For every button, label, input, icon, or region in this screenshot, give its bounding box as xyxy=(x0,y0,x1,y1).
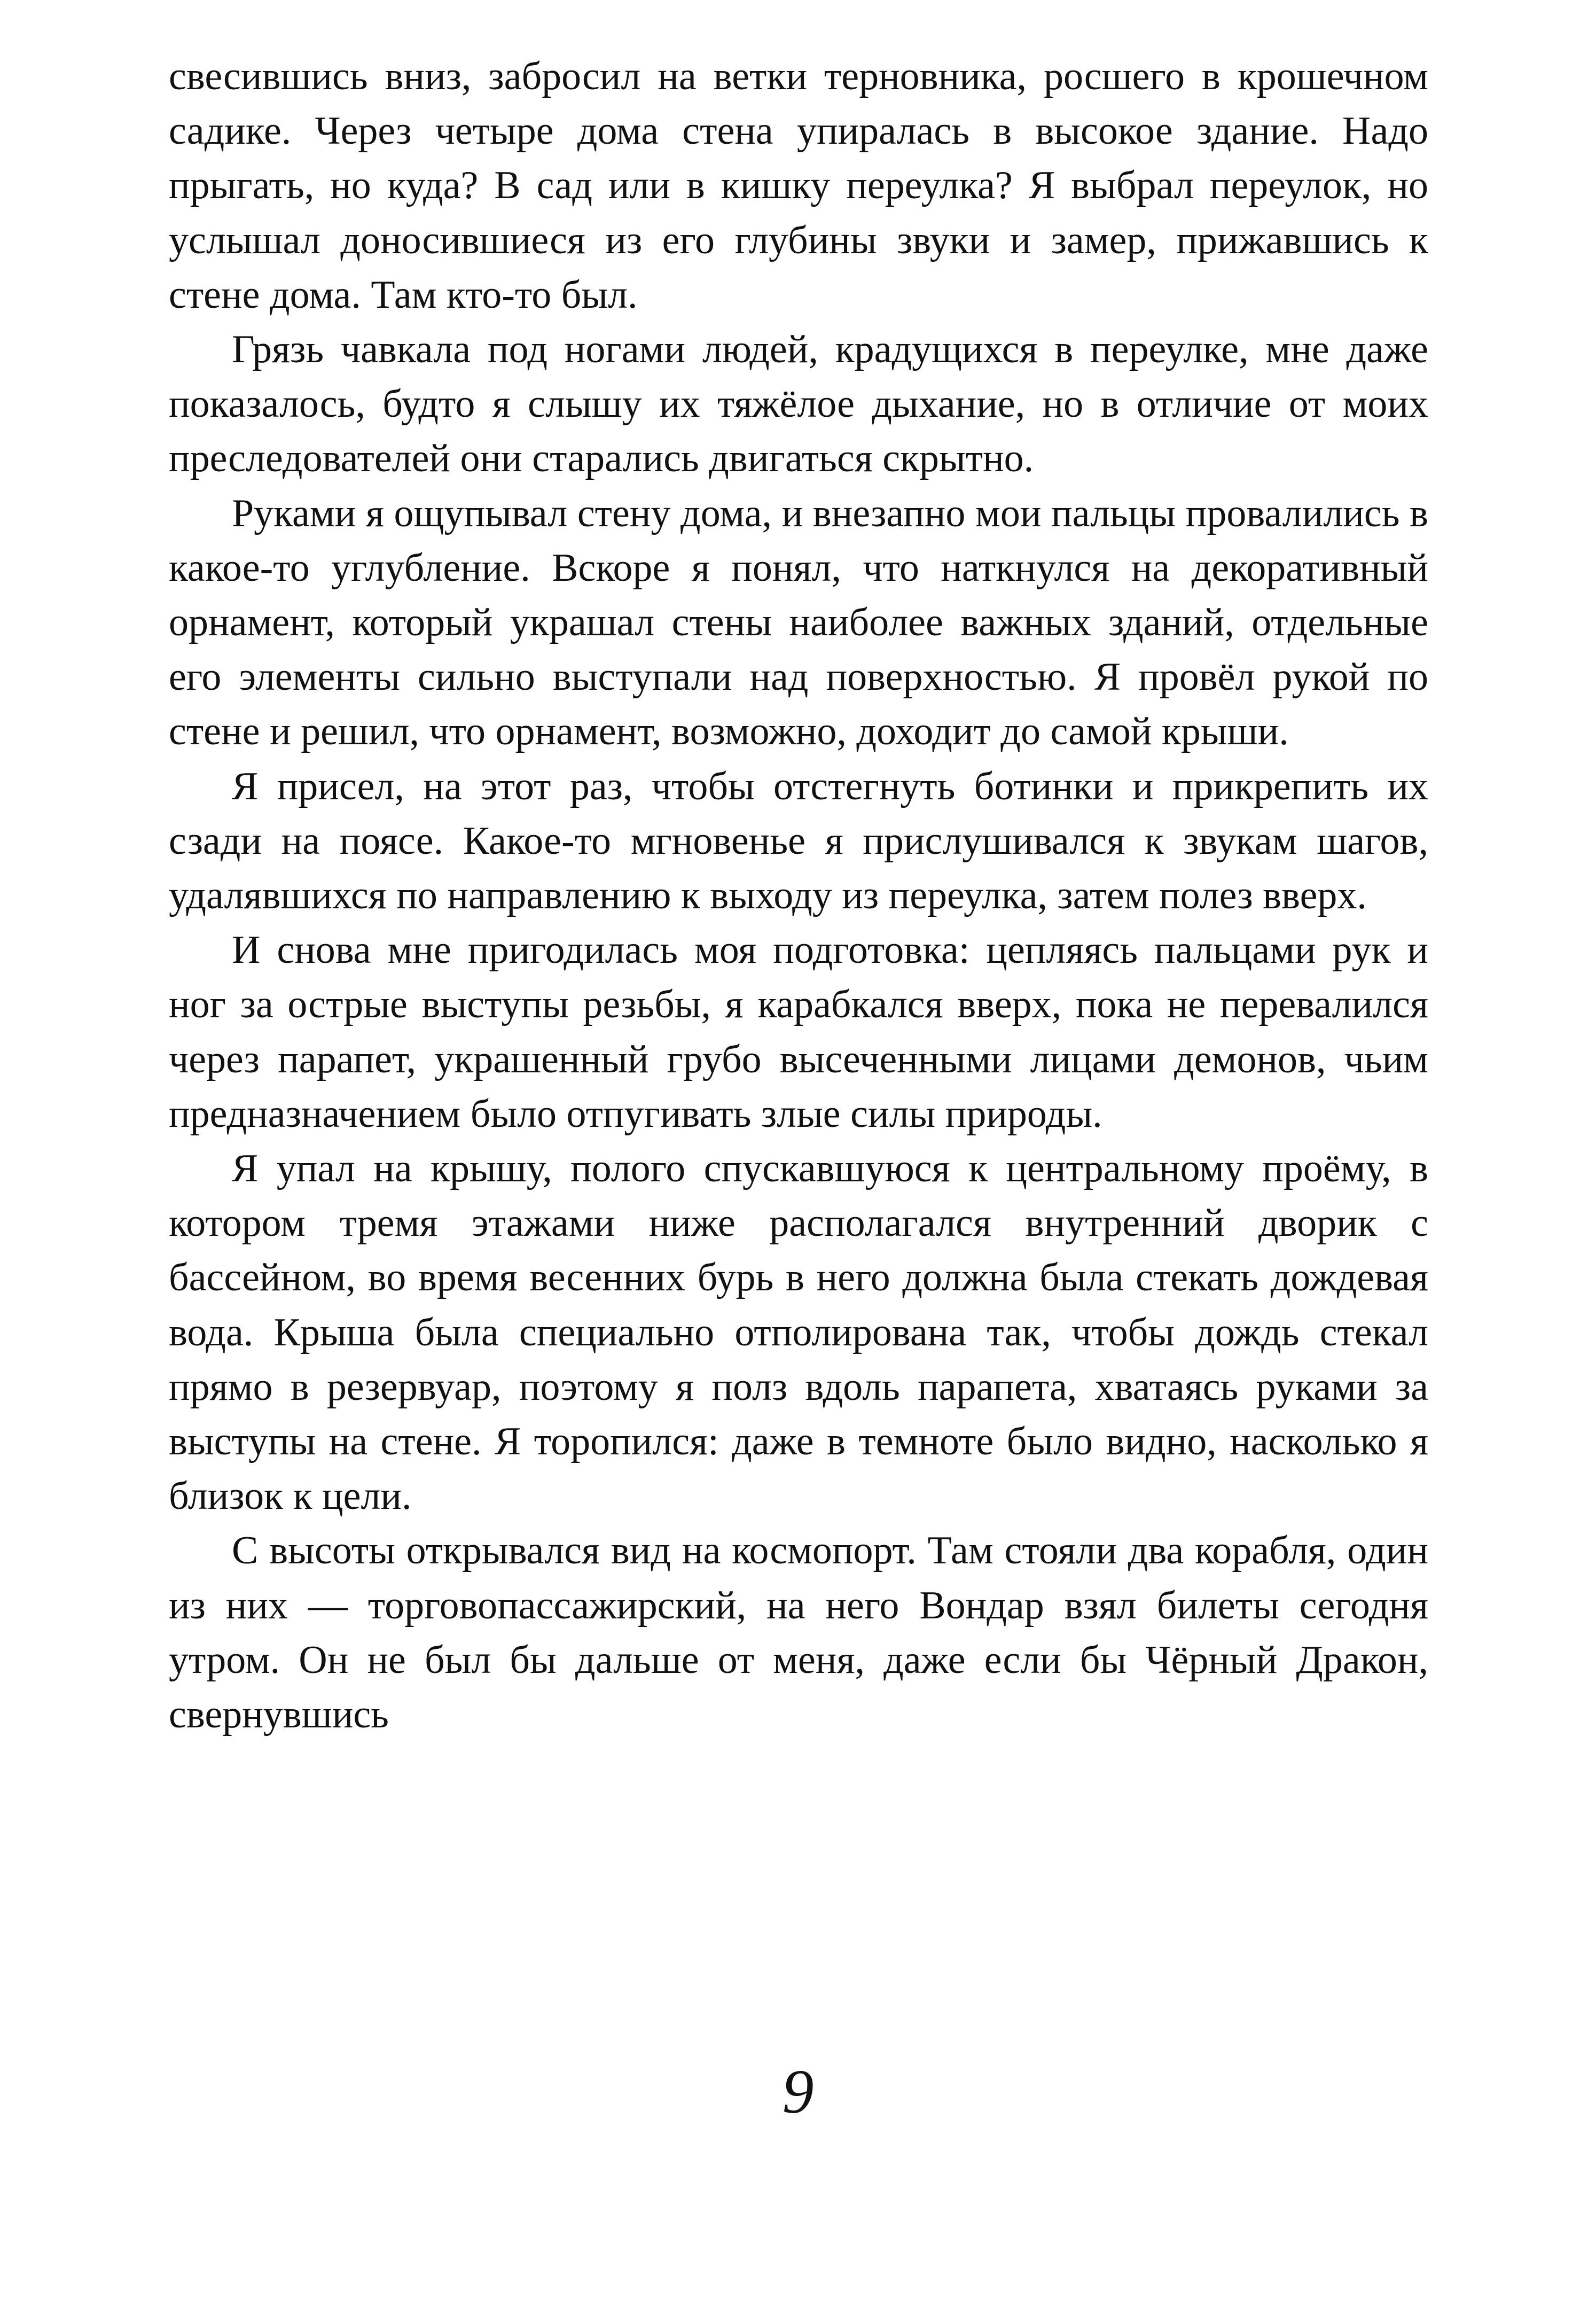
paragraph-4: Я присел, на этот раз, чтобы отстегнуть ботинки и прикрепить их сзади на поясе. Какое-то мгновенье я прислушивался к звукам шагов, удалявшихся по направлению к выходу из переулка, затем полез вверх. xyxy=(169,764,1428,918)
paragraph-2: Грязь чавкала под ногами людей, крадущихся в переулке, мне даже показалось, будто я слышу их тяжёлое дыхание, но в отличие от моих преследователей они старались двигаться скрытно. xyxy=(169,328,1428,481)
paragraph-7: С высоты открывался вид на космопорт. Там стояли два корабля, один из них — торговопассажирский, на него Вондар взял билеты сегодня утром. Он не был бы дальше от меня, даже если бы Чёрный Дракон, свернувшись xyxy=(169,1529,1428,1737)
paragraph-3: Руками я ощупывал стену дома, и внезапно мои пальцы провалились в какое-то углубление. Вскоре я понял, что наткнулся на декоративный орнамент, который украшал стены наиболее важных зданий, отдельные его элементы сильно выступали над поверхностью. Я провёл рукой по стене и решил, что орнамент, возможно, доходит до самой крыши. xyxy=(169,491,1428,754)
page-number: 9 xyxy=(782,2057,814,2127)
body-text xyxy=(169,49,1428,1742)
paragraph-1: свесившись вниз, забросил на ветки терновника, росшего в крошечном садике. Через четыре дома стена упиралась в высокое здание. Надо прыгать, но куда? В сад или в кишку переулка? Я выбрал переулок, но услышал доносившиеся из его глубины звуки и замер, прижавшись к стене дома. Там кто-то был. xyxy=(169,54,1428,317)
paragraph-5: И снова мне пригодилась моя подготовка: цепляясь пальцами рук и ног за острые выступы резьбы, я карабкался вверх, пока не перевалился через парапет, украшенный грубо высеченными лицами демонов, чьим предназначением было отпугивать злые силы природы. xyxy=(169,928,1428,1136)
paragraph-6: Я упал на крышу, полого спускавшуюся к центральному проёму, в котором тремя этажами ниже располагался внутренний дворик с бассейном, во время весенних бурь в него должна была стекать дождевая вода. Крыша была специально отполирована так, чтобы дождь стекал прямо в резервуар, поэтому я полз вдоль парапета, хватаясь руками за выступы на стене. Я торопился: даже в темноте было видно, насколько я близок к цели. xyxy=(169,1147,1428,1518)
